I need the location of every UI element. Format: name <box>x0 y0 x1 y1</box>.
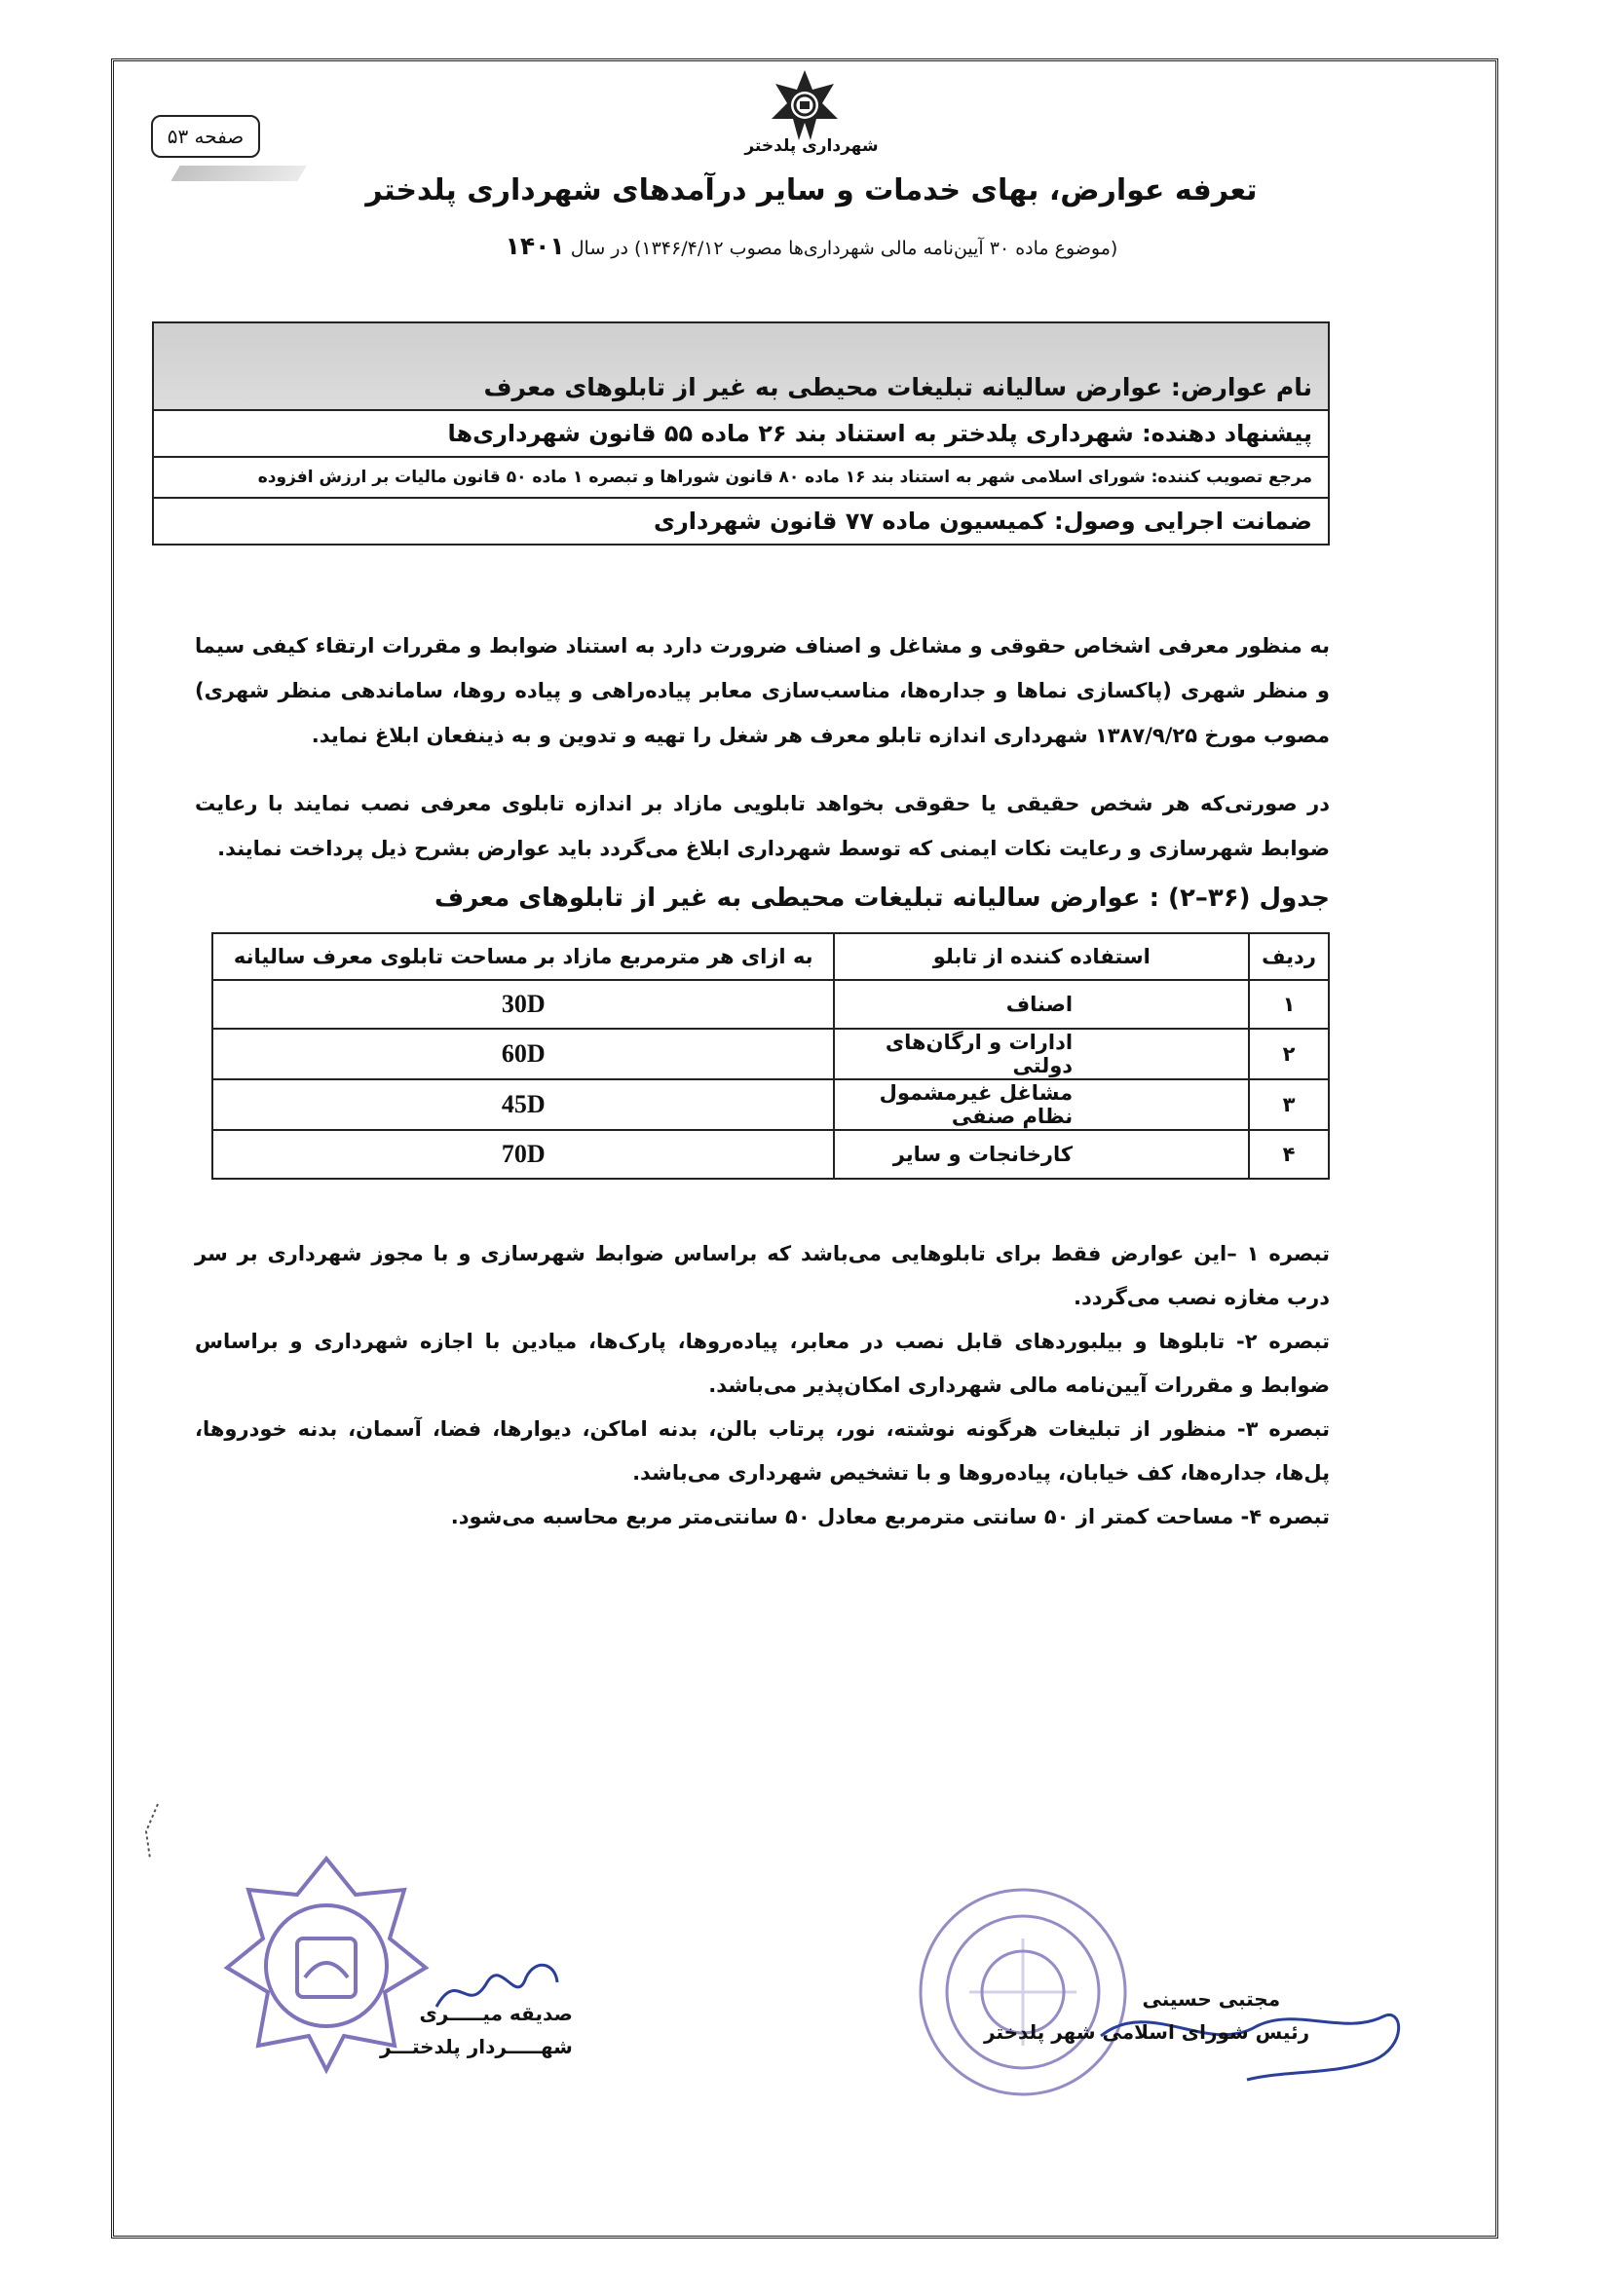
mayor-name: صدیقه میـــــری <box>419 2002 573 2025</box>
fee-info-box <box>152 321 1330 546</box>
council-signature-block <box>984 1987 1309 2044</box>
logo-caption: شهرداری پلدختر <box>744 136 879 156</box>
council-chair-name: مجتبی حسینی <box>1142 1987 1281 2011</box>
guarantee-row <box>154 499 1328 544</box>
notes-section <box>195 1232 1330 1539</box>
table-row <box>212 1079 1329 1130</box>
proposer-text: پیشنهاد دهنده: شهرداری پلدختر به استناد بند ۲۶ ماده ۵۵ قانون شهرداری‌ها <box>447 420 1312 447</box>
guarantee-text: ضمانت اجرایی وصول: کمیسیون ماده ۷۷ قانون شهرداری <box>653 508 1312 535</box>
document-title: تعرفه عوارض، بهای خدمات و سایر درآمدهای شهرداری پلدختر <box>365 173 1258 207</box>
note-4: تبصره ۴- مساحت کمتر از ۵۰ سانتی مترمربع معادل ۵۰ سانتی‌متر مربع محاسبه می‌شود. <box>450 1505 1330 1528</box>
intro-paragraph: به منظور معرفی اشخاص حقوقی و مشاغل و اصناف ضرورت دارد به استناد ضوابط و مقررات ارتقاء کیفی سیما و منظر شهری (پاکسازی نماها و جداره‌ها، مناسب‌سازی معابر پیاده‌راهی و پیاده روها، ساماندهی منظر شهری) مصوب مورخ ۱۳۸۷/۹/۲۵ شهرداری اندازه تابلو معرف هر شغل را تهیه و تدوین و به ذینفعان ابلاغ نماید. <box>195 634 1330 747</box>
document-subtitle <box>0 232 1623 260</box>
subtitle-text: (موضوع ماده ۳۰ آیین‌نامه مالی شهرداری‌ها مصوب ۱۳۴۶/۴/۱۲) در سال <box>564 238 1118 259</box>
header-index: ردیف <box>1249 933 1329 980</box>
municipality-logo <box>768 68 842 142</box>
subtitle-year: ۱۴۰۱ <box>505 232 565 260</box>
margin-mark <box>136 1802 166 1861</box>
note-2: تبصره ۲- تابلوها و بیلبوردهای قابل نصب در معابر، پیاده‌روها، پارک‌ها، میادین با اجازه شهرداری و براساس ضوابط و مقررات آیین‌نامه مالی شهرداری امکان‌پذیر می‌باشد. <box>195 1330 1330 1397</box>
table-header-row <box>212 933 1329 980</box>
note-1: تبصره ۱ –این عوارض فقط برای تابلوهایی می‌باشد که براساس ضوابط شهرسازی و با مجوز شهرداری بر سر درب مغازه نصب می‌گردد. <box>195 1242 1330 1309</box>
row-user: کارخانجات و سایر <box>834 1130 1249 1179</box>
council-chair-title: رئیس شورای اسلامی شهر پلدختر <box>984 2020 1310 2044</box>
table-title: جدول (۳۶–۲) : عوارض سالیانه تبلیغات محیطی به غیر از تابلوهای معرف <box>434 884 1330 913</box>
row-index: ۴ <box>1249 1130 1329 1179</box>
page-number-label: صفحه ۵۳ <box>151 115 260 158</box>
row-rate: 45D <box>212 1079 834 1130</box>
row-user: اصناف <box>834 980 1249 1029</box>
row-user: مشاغل غیرمشمول نظام صنفی <box>834 1079 1249 1130</box>
fee-name: نام عوارض: عوارض سالیانه تبلیغات محیطی به غیر از تابلوهای معرف <box>483 373 1312 401</box>
mayor-signature-block <box>380 2002 573 2058</box>
fee-name-row <box>154 323 1328 411</box>
mayor-title: شهـــــردار پلدختـــر <box>380 2035 573 2058</box>
row-user: ادارات و ارگان‌های دولتی <box>834 1029 1249 1079</box>
row-rate: 70D <box>212 1130 834 1179</box>
row-index: ۱ <box>1249 980 1329 1029</box>
header-rate: به ازای هر مترمربع مازاد بر مساحت تابلوی معرف سالیانه <box>212 933 834 980</box>
table-row <box>212 980 1329 1029</box>
table-row <box>212 1130 1329 1179</box>
proposer-row <box>154 411 1328 458</box>
note-3: تبصره ۳- منظور از تبلیغات هرگونه نوشته، نور، پرتاب بالن، بدنه اماکن، دیوارها، فضا، آسمان، بدنه خودروها، پل‌ها، جداره‌ها، کف خیابان، پیاده‌روها و با تشخیص شهرداری می‌باشد. <box>195 1417 1330 1485</box>
row-index: ۲ <box>1249 1029 1329 1079</box>
approver-text: مرجع تصویب کننده: شورای اسلامی شهر به استناد بند ۱۶ ماده ۸۰ قانون شوراها و تبصره ۱ ماده ۵۰ قانون مالیات بر ارزش افزوده <box>257 468 1312 487</box>
row-rate: 60D <box>212 1029 834 1079</box>
approver-row <box>154 458 1328 499</box>
table-row <box>212 1029 1329 1079</box>
header-user: استفاده کننده از تابلو <box>834 933 1249 980</box>
row-rate: 30D <box>212 980 834 1029</box>
row-index: ۳ <box>1249 1079 1329 1130</box>
conditions-paragraph: در صورتی‌که هر شخص حقیقی یا حقوقی بخواهد تابلویی مازاد بر اندازه تابلوی معرفی نصب نمایند با رعایت ضوابط شهرسازی و رعایت نکات ایمنی که توسط شهرداری ابلاغ می‌گردد باید عوارض بشرح ذیل پرداخت نمایند. <box>195 792 1330 860</box>
fee-table <box>211 932 1330 1180</box>
